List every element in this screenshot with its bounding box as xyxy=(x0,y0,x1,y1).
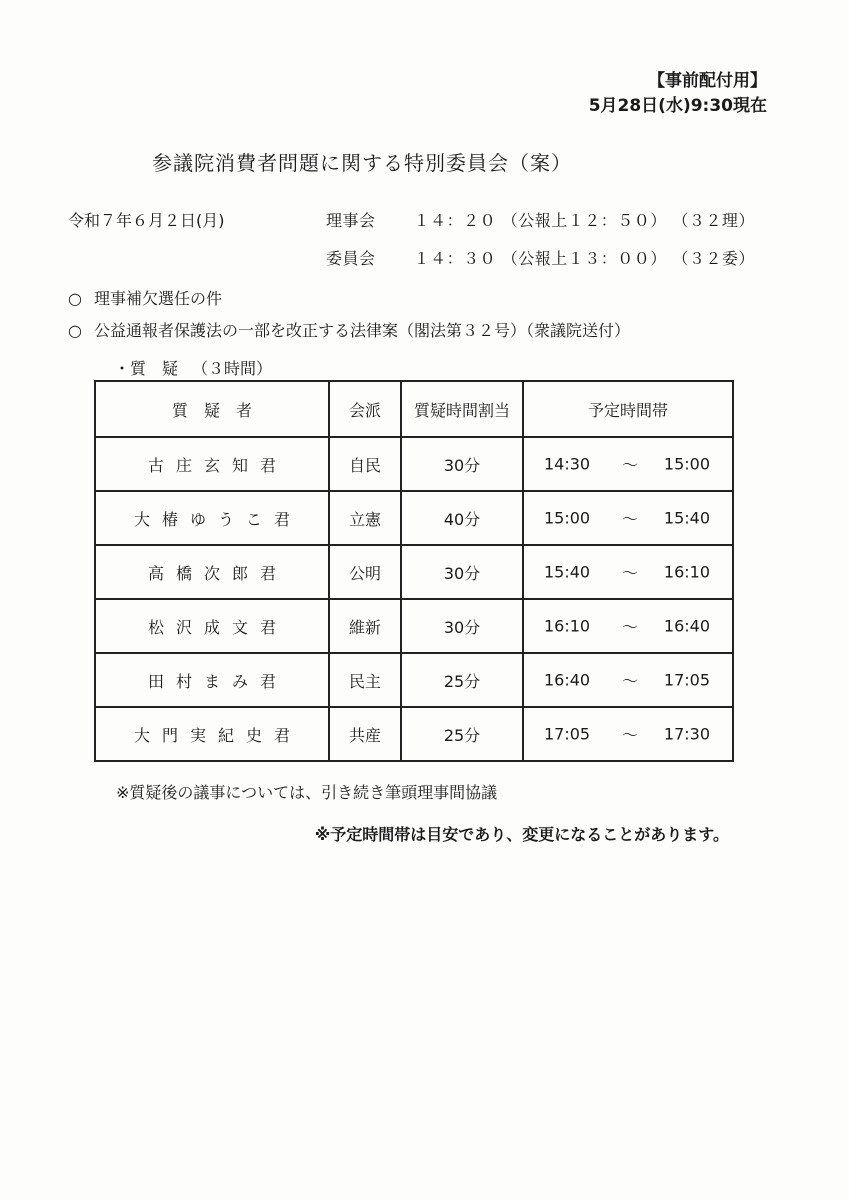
agenda-item xyxy=(68,286,222,309)
schedule-cell xyxy=(523,653,733,707)
circle-bullet-icon: ○ xyxy=(68,321,82,340)
circle-bullet-icon: ○ xyxy=(68,289,82,308)
range-separator: ～ xyxy=(622,455,639,475)
end-time: 17:30 xyxy=(663,724,710,744)
questioner-name: 松沢成文 xyxy=(147,617,260,637)
table-header-row xyxy=(95,381,733,437)
schedule-room: （３２委） xyxy=(672,249,755,268)
document-title: 参議院消費者問題に関する特別委員会（案） xyxy=(152,151,572,175)
party-cell: 共産 xyxy=(329,707,401,761)
honorific: 君 xyxy=(260,563,277,583)
table-row xyxy=(95,599,733,653)
start-time: 17:05 xyxy=(544,724,591,744)
party-cell: 自民 xyxy=(329,437,401,491)
schedule-time: １４：３０ xyxy=(413,249,497,268)
allocation-cell: 30分 xyxy=(401,437,523,491)
schedule-cell xyxy=(523,437,733,491)
schedule-disclaimer: ※予定時間帯は目安であり、変更になることがあります。 xyxy=(314,825,729,844)
questioner-name: 田村まみ xyxy=(147,671,260,691)
questioner-cell xyxy=(95,653,329,707)
end-time: 16:10 xyxy=(663,562,710,582)
honorific: 君 xyxy=(260,617,277,637)
qa-label: ・質 疑 xyxy=(114,359,179,378)
table-row xyxy=(95,653,733,707)
start-time: 15:00 xyxy=(544,508,591,528)
allocation-cell: 25分 xyxy=(401,653,523,707)
party-cell: 維新 xyxy=(329,599,401,653)
schedule-room: （３２理） xyxy=(672,211,755,230)
questioner-name: 高橋次郎 xyxy=(147,563,260,583)
start-time: 15:40 xyxy=(544,562,591,582)
schedule-cell xyxy=(523,545,733,599)
range-separator: ～ xyxy=(622,671,639,691)
questioner-name: 大椿ゆうこ xyxy=(133,509,274,529)
header-party: 会派 xyxy=(329,381,401,437)
header-questioner: 質 疑 者 xyxy=(95,381,329,437)
schedule-directors-meeting xyxy=(326,208,755,231)
meeting-date: 令和７年６月２日(月) xyxy=(68,211,225,230)
end-time: 15:40 xyxy=(663,508,710,528)
questioner-cell xyxy=(95,599,329,653)
questioner-name: 大門実紀史 xyxy=(133,725,274,745)
schedule-time: １４：２０ xyxy=(413,211,497,230)
range-separator: ～ xyxy=(622,509,639,529)
allocation-cell: 25分 xyxy=(401,707,523,761)
allocation-cell: 40分 xyxy=(401,491,523,545)
honorific: 君 xyxy=(260,671,277,691)
honorific: 君 xyxy=(260,455,277,475)
questioner-cell xyxy=(95,707,329,761)
end-time: 16:40 xyxy=(663,616,710,636)
honorific: 君 xyxy=(274,725,291,745)
agenda-item xyxy=(68,318,630,341)
schedule-label: 理事会 xyxy=(326,211,376,230)
schedule-committee-meeting xyxy=(326,246,755,269)
party-cell: 立憲 xyxy=(329,491,401,545)
questioner-cell xyxy=(95,491,329,545)
timestamp: 5月28日(水)9:30現在 xyxy=(588,96,767,116)
allocation-cell: 30分 xyxy=(401,599,523,653)
start-time: 14:30 xyxy=(544,454,591,474)
after-qa-note: ※質疑後の議事については、引き続き筆頭理事間協議 xyxy=(116,783,498,802)
table-row xyxy=(95,707,733,761)
allocation-cell: 30分 xyxy=(401,545,523,599)
schedule-cell xyxy=(523,491,733,545)
qa-duration: （３時間） xyxy=(192,359,273,378)
range-separator: ～ xyxy=(622,725,639,745)
table-row xyxy=(95,437,733,491)
header-allocation: 質疑時間割当 xyxy=(401,381,523,437)
start-time: 16:40 xyxy=(544,670,591,690)
qa-section-heading xyxy=(114,356,272,379)
questioner-cell xyxy=(95,545,329,599)
schedule-gazette-time: （公報上１２：５０） xyxy=(501,211,667,230)
questioner-table xyxy=(94,380,734,762)
table-row xyxy=(95,491,733,545)
schedule-cell xyxy=(523,707,733,761)
table-row xyxy=(95,545,733,599)
range-separator: ～ xyxy=(622,563,639,583)
party-cell: 公明 xyxy=(329,545,401,599)
end-time: 17:05 xyxy=(663,670,710,690)
schedule-label: 委員会 xyxy=(326,249,376,268)
schedule-gazette-time: （公報上１３：００） xyxy=(501,249,667,268)
honorific: 君 xyxy=(274,509,291,529)
party-cell: 民主 xyxy=(329,653,401,707)
questioner-name: 古庄玄知 xyxy=(147,455,260,475)
agenda-text: 理事補欠選任の件 xyxy=(94,289,223,308)
start-time: 16:10 xyxy=(544,616,591,636)
schedule-cell xyxy=(523,599,733,653)
agenda-text: 公益通報者保護法の一部を改正する法律案（閣法第３２号）（衆議院送付） xyxy=(94,321,631,340)
distribution-label: 【事前配付用】 xyxy=(648,71,767,91)
range-separator: ～ xyxy=(622,617,639,637)
questioner-cell xyxy=(95,437,329,491)
header-schedule: 予定時間帯 xyxy=(523,381,733,437)
end-time: 15:00 xyxy=(663,454,710,474)
